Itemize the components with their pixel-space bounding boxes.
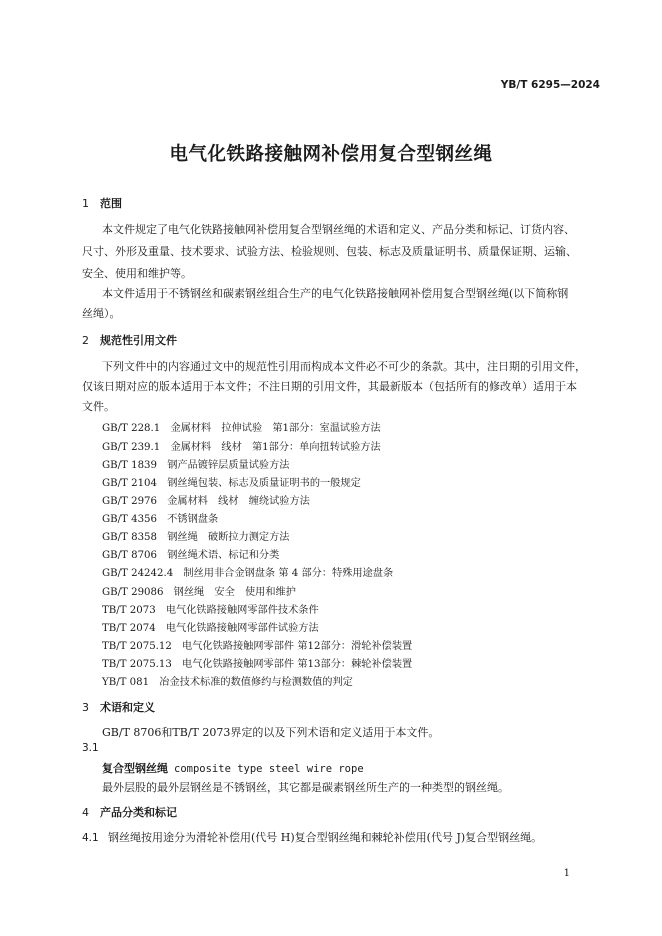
reference-item: GB/T 2976 金属材料 线材 缠绕试验方法 — [102, 496, 310, 507]
section-title: 规范性引用文件 — [100, 334, 177, 347]
term-definition: 最外层股的最外层钢丝是不锈钢丝，其它都是碳素钢丝所生产的一种类型的钢丝绳。 — [102, 781, 509, 794]
reference-item: GB/T 239.1 金属材料 线材 第1部分：单向扭转试验方法 — [102, 442, 381, 453]
reference-item: GB/T 228.1 金属材料 拉伸试验 第1部分：室温试验方法 — [102, 423, 381, 434]
section-1-heading — [82, 195, 122, 211]
reference-item: TB/T 2075.12 电气化铁路接触网零部件 第12部分：滑轮补偿装置 — [102, 641, 413, 652]
paragraph-line: 下列文件中的内容通过文中的规范性引用而构成本文件必不可少的条款。其中，注日期的引用文件， — [102, 360, 586, 373]
reference-item: GB/T 4356 不锈钢盘条 — [102, 514, 219, 525]
reference-item: YB/T 081 冶金技术标准的数值修约与检测数值的判定 — [102, 677, 353, 688]
section-title: 术语和定义 — [100, 701, 155, 714]
section-3-heading — [82, 699, 155, 715]
clause-text: 钢丝绳按用途分为滑轮补偿用(代号 H)复合型钢丝绳和棘轮补偿用(代号 J)复合型钢丝绳。 — [108, 831, 543, 844]
section-number: 1 — [82, 197, 89, 210]
reference-item: GB/T 8358 钢丝绳 破断拉力测定方法 — [102, 532, 290, 543]
reference-item: GB/T 1839 钢产品镀锌层质量试验方法 — [102, 460, 290, 471]
paragraph-line: 本文件规定了电气化铁路接触网补偿用复合型钢丝绳的术语和定义、产品分类和标记、订货内容、 — [102, 223, 575, 236]
section-number: 2 — [82, 334, 89, 347]
section-2-heading — [82, 332, 177, 348]
paragraph-line: 丝绳）。 — [82, 307, 121, 320]
term-chinese: 复合型钢丝绳 — [102, 762, 168, 775]
reference-item: TB/T 2075.13 电气化铁路接触网零部件 第13部分：棘轮补偿装置 — [102, 659, 413, 670]
section-4-heading — [82, 804, 177, 820]
reference-item: GB/T 2104 钢丝绳包装、标志及质量证明书的一般规定 — [102, 478, 361, 489]
reference-item: GB/T 24242.4 制丝用非合金钢盘条 第 4 部分：特殊用途盘条 — [102, 568, 394, 579]
document-title: 电气化铁路接触网补偿用复合型钢丝绳 — [169, 144, 493, 165]
paragraph-line: GB/T 8706和TB/T 2073界定的以及下列术语和定义适用于本文件。 — [102, 726, 440, 739]
section-number: 4 — [82, 806, 89, 819]
reference-item: GB/T 29086 钢丝绳 安全 使用和维护 — [102, 587, 296, 598]
paragraph-line: 安全、使用和维护等。 — [82, 267, 192, 280]
reference-item: TB/T 2074 电气化铁路接触网零部件试验方法 — [102, 623, 319, 634]
section-title: 范围 — [100, 197, 122, 210]
section-number: 3 — [82, 701, 89, 714]
reference-item: GB/T 8706 钢丝绳术语、标记和分类 — [102, 550, 280, 561]
standard-code: YB/T 6295—2024 — [500, 79, 600, 91]
term-entry — [102, 760, 364, 776]
term-english: composite type steel wire rope — [174, 763, 364, 775]
reference-item: TB/T 2073 电气化铁路接触网零部件技术条件 — [102, 605, 319, 616]
paragraph-line: 文件。 — [82, 400, 115, 413]
term-number: 3.1 — [82, 742, 99, 754]
clause-4-1 — [82, 829, 542, 845]
paragraph-line: 尺寸、外形及重量、技术要求、试验方法、检验规则、包装、标志及质量证明书、质量保证期、运输、 — [82, 245, 577, 258]
paragraph-line: 仅该日期对应的版本适用于本文件；不注日期的引用文件，其最新版本（包括所有的修改单）适用于本 — [82, 380, 577, 393]
page-number: 1 — [563, 868, 570, 879]
section-title: 产品分类和标记 — [100, 806, 177, 819]
clause-number: 4.1 — [82, 832, 99, 844]
paragraph-line: 本文件适用于不锈钢丝和碳素钢丝组合生产的电气化铁路接触网补偿用复合型钢丝绳(以下简称钢 — [102, 287, 569, 300]
